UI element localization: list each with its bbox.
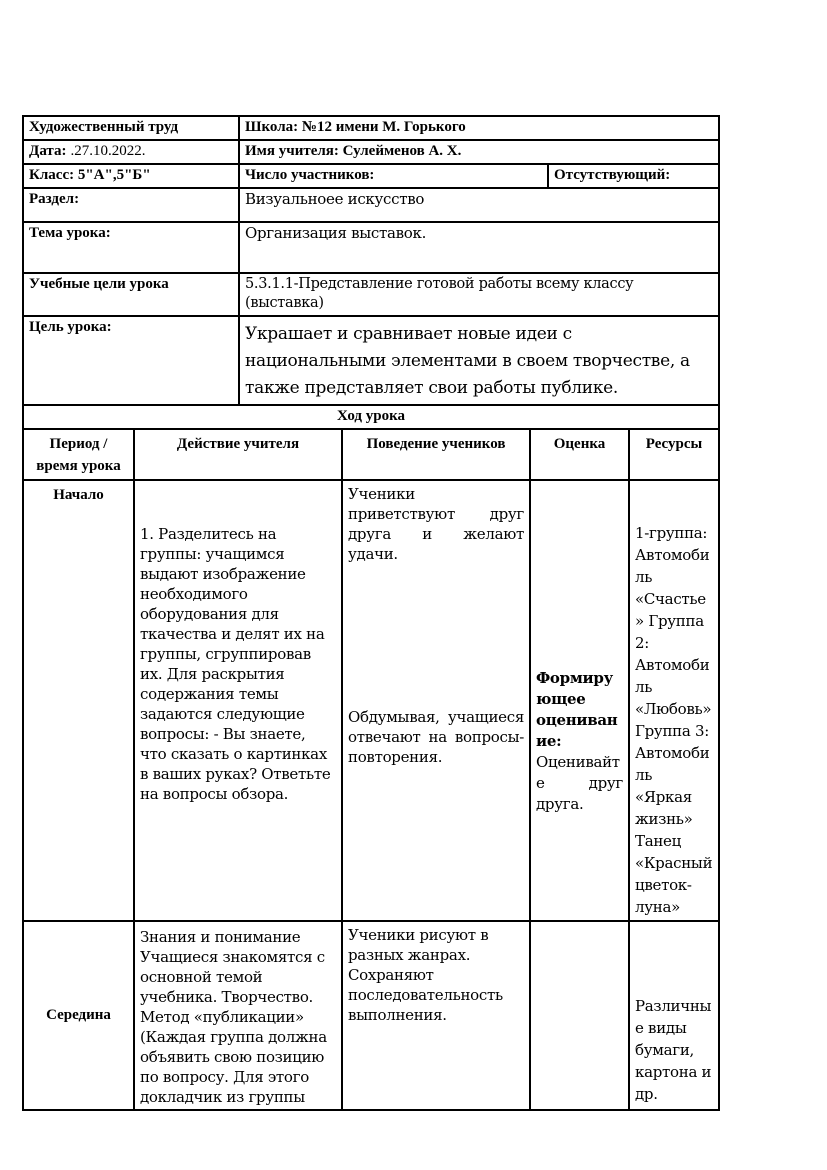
header-resources: Ресурсы bbox=[645, 436, 703, 452]
student-behavior-middle-p1: Ученики рисуют в разных жанрах. bbox=[348, 926, 489, 964]
student-behavior-start-p2: Обдумывая, учащиеся отвечают на вопросы-повторения. bbox=[348, 708, 524, 766]
assessment-start-block bbox=[536, 668, 623, 815]
header-teacher-action: Действие учителя bbox=[135, 430, 343, 479]
teacher-action-middle-text: Знания и понимание Учащиеся знакомятся с основной темой учебника. Творчество. Метод «публикации» (Каждая группа должна объявить свою позицию по вопросу. Для этого докладчик из группы bbox=[140, 928, 327, 1106]
cell-goal-label: Цель урока: bbox=[24, 317, 240, 404]
teacher-action-start-text: 1. Разделитесь на группы: учащимся выдают изображение необходимого оборудования для ткачества и делят их на группы, сгруппировав их. Для раскрытия содержания темы задаются следующие вопросы: - Вы знаете, что сказать о картинках в ваших руках? Ответьте на вопросы обзора. bbox=[140, 525, 331, 803]
lesson-plan-table bbox=[22, 115, 720, 1111]
cell-section-label: Раздел: bbox=[24, 189, 240, 221]
cell-date bbox=[24, 141, 240, 163]
cell-absent: Отсутствующий: bbox=[554, 167, 671, 183]
student-behavior-start-p1: Ученики приветствуют друг друга и желают удачи. bbox=[348, 485, 524, 563]
row-section bbox=[24, 189, 718, 223]
period-start-label: Начало bbox=[24, 481, 135, 920]
row-objectives bbox=[24, 274, 718, 317]
cell-goal-value: Украшает и сравнивает новые идеи с национальными элементами в своем творчестве, а также представляет свои работы публике. bbox=[245, 324, 690, 398]
student-behavior-start bbox=[343, 481, 531, 920]
cell-teacher-name: Имя учителя: Сулейменов А. Х. bbox=[245, 143, 462, 159]
cell-topic-value: Организация выставок. bbox=[245, 224, 427, 242]
cell-objectives-label: Учебные цели урока bbox=[24, 274, 240, 315]
resources-middle bbox=[630, 922, 718, 1109]
assessment-start-text: Оценивайте друг друга. bbox=[536, 753, 623, 813]
assessment-start-title: Формирующее оценивание: bbox=[536, 669, 618, 750]
period-middle-text: Середина bbox=[46, 1006, 111, 1023]
cell-section-value: Визуальноее искусство bbox=[245, 190, 425, 208]
row-goal bbox=[24, 317, 718, 406]
resources-middle-text: Различные виды бумаги, картона и др. bbox=[635, 997, 712, 1103]
row-column-headers bbox=[24, 430, 718, 481]
assessment-start bbox=[531, 481, 630, 920]
header-period: Период / время урока bbox=[24, 430, 135, 479]
header-student-behavior: Поведение учеников bbox=[343, 430, 531, 479]
cell-subject: Художественный труд bbox=[24, 117, 240, 139]
resources-start-text: 1-группа: Автомобиль «Счастье» Группа 2: Автомобиль «Любовь» Группа 3: Автомобиль «Яркая жизнь» Танец «Красный цветок-луна» bbox=[635, 524, 713, 916]
cell-school: Школа: №12 имени М. Горького bbox=[245, 119, 466, 135]
assessment-middle bbox=[531, 922, 630, 1109]
teacher-action-middle bbox=[135, 922, 343, 1109]
cell-objectives-value: 5.3.1.1-Представление готовой работы всему классу (выставка) bbox=[245, 276, 634, 311]
cell-participants: Число участников: bbox=[240, 165, 549, 187]
table-row-middle bbox=[24, 922, 718, 1109]
lesson-course-title: Ход урока bbox=[336, 408, 406, 424]
row-lesson-course-title bbox=[24, 406, 718, 430]
row-subject-school bbox=[24, 117, 718, 141]
teacher-action-start bbox=[135, 481, 343, 920]
row-class-participants bbox=[24, 165, 718, 189]
student-behavior-middle-p2: Сохраняют последовательность выполнения. bbox=[348, 966, 503, 1024]
row-date-teacher bbox=[24, 141, 718, 165]
row-topic bbox=[24, 223, 718, 274]
table-row-start bbox=[24, 481, 718, 922]
header-assessment: Оценка bbox=[531, 430, 630, 479]
student-behavior-middle bbox=[343, 922, 531, 1109]
date-value: .27.10.2022. bbox=[70, 143, 146, 159]
cell-topic-label: Тема урока: bbox=[24, 223, 240, 272]
period-middle-label bbox=[24, 922, 135, 1109]
date-label: Дата: bbox=[29, 143, 67, 159]
resources-start bbox=[630, 481, 718, 920]
cell-class: Класс: 5"А",5"Б" bbox=[24, 165, 240, 187]
